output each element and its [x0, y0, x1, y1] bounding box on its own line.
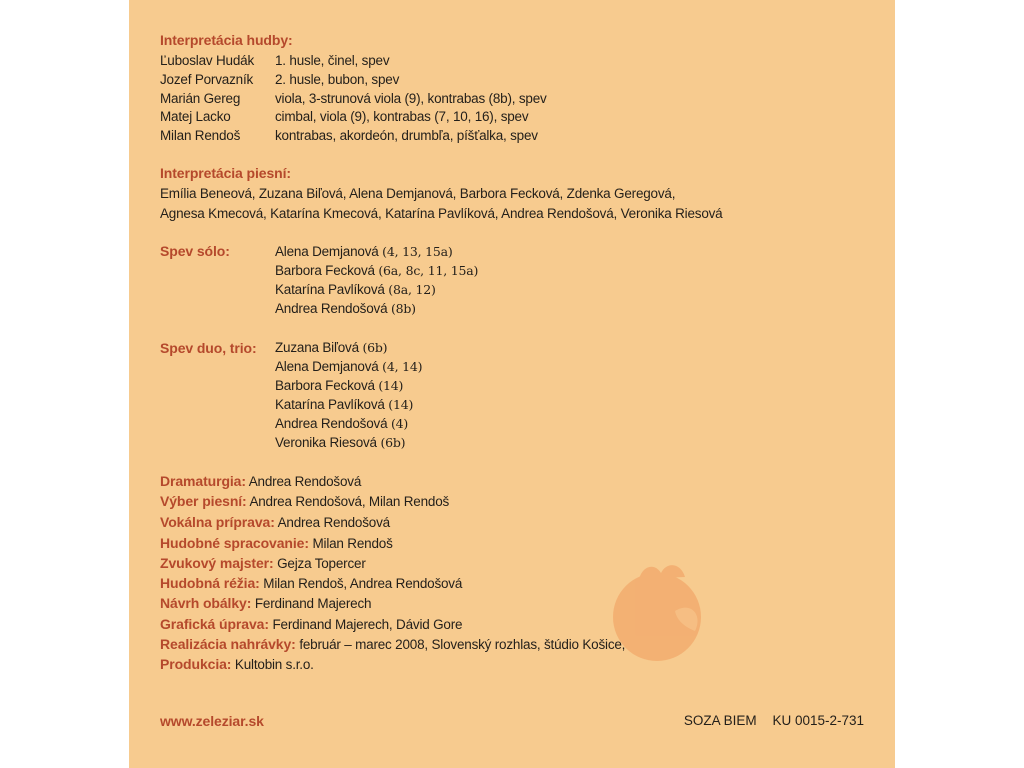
singer-name: Katarína Pavlíková	[275, 397, 385, 412]
singer-name: Andrea Rendošová	[275, 301, 388, 316]
track-numbers: (4)	[390, 416, 409, 431]
track-numbers: (4, 14)	[382, 359, 423, 374]
musician-role: 1. husle, činel, spev	[275, 53, 390, 68]
duo-row	[275, 416, 408, 431]
credit-label: Dramaturgia:	[160, 473, 246, 489]
singer-name: Andrea Rendošová	[275, 416, 388, 431]
singer-name: Katarína Pavlíková	[275, 282, 385, 297]
duo-row	[275, 378, 403, 393]
credit-value: Kultobin s.r.o.	[234, 657, 314, 672]
music-row	[160, 109, 529, 124]
credit-line	[160, 514, 390, 530]
credit-label: Realizácia nahrávky:	[160, 636, 296, 652]
music-row	[160, 128, 538, 143]
solo-row	[275, 301, 416, 316]
credit-line	[160, 616, 462, 632]
credit-value: Andrea Rendošová, Milan Rendoš	[249, 494, 450, 509]
singer-name: Barbora Fecková	[275, 263, 375, 278]
track-numbers: (6b)	[362, 340, 388, 355]
singer-name: Alena Demjanová	[275, 244, 379, 259]
singer-name: Zuzana Biľová	[275, 340, 359, 355]
musician-name: Ľuboslav Hudák	[160, 53, 255, 68]
credit-value: Milan Rendoš, Andrea Rendošová	[263, 576, 463, 591]
credit-label: Návrh obálky:	[160, 595, 252, 611]
credit-line	[160, 595, 371, 611]
credit-line	[160, 636, 625, 652]
credit-line	[160, 493, 449, 509]
fruit-watermark-icon	[599, 553, 719, 673]
credit-line	[160, 656, 314, 672]
musician-role: 2. husle, bubon, spev	[275, 72, 400, 87]
track-numbers: (8b)	[390, 301, 416, 316]
music-heading: Interpretácia hudby:	[160, 32, 293, 48]
musician-name: Marián Gereg	[160, 91, 241, 106]
musician-name: Matej Lacko	[160, 109, 231, 124]
credit-line	[160, 555, 366, 571]
musician-role: viola, 3-strunová viola (9), kontrabas (8b), spev	[275, 91, 547, 106]
solo-row	[275, 282, 436, 297]
songs-line: Agnesa Kmecová, Katarína Kmecová, Katarína Pavlíková, Andrea Rendošová, Veronika Riesová	[160, 206, 723, 221]
credit-label: Hudobná réžia:	[160, 575, 260, 591]
musician-role: cimbal, viola (9), kontrabas (7, 10, 16), spev	[275, 109, 529, 124]
music-row	[160, 53, 390, 68]
footer-codes	[672, 713, 864, 728]
duo-row	[275, 435, 405, 450]
credit-value: Andrea Rendošová	[248, 474, 362, 489]
track-numbers: (8a, 12)	[388, 282, 436, 297]
credit-value: Ferdinand Majerech	[254, 596, 372, 611]
credit-line	[160, 473, 361, 489]
credit-value: Ferdinand Majerech, Dávid Gore	[272, 617, 463, 632]
credit-label: Výber piesní:	[160, 493, 247, 509]
songs-line: Emília Beneová, Zuzana Biľová, Alena Demjanová, Barbora Fecková, Zdenka Geregová,	[160, 186, 676, 201]
track-numbers: (14)	[378, 378, 404, 393]
singer-name: Veronika Riesová	[275, 435, 377, 450]
songs-heading: Interpretácia piesní:	[160, 165, 291, 181]
track-numbers: (6a, 8c, 11, 15a)	[378, 263, 479, 278]
cd-insert-page	[129, 0, 895, 768]
credit-value: Gejza Topercer	[277, 556, 366, 571]
catalog-number: KU 0015-2-731	[772, 713, 864, 728]
solo-row	[275, 263, 478, 278]
credit-line	[160, 575, 462, 591]
duo-row	[275, 359, 422, 374]
credit-label: Produkcia:	[160, 656, 232, 672]
music-row	[160, 72, 400, 87]
credit-label: Hudobné spracovanie:	[160, 535, 309, 551]
musician-name: Milan Rendoš	[160, 128, 241, 143]
singer-name: Barbora Fecková	[275, 378, 375, 393]
musician-name: Jozef Porvazník	[160, 72, 254, 87]
credit-value: Milan Rendoš	[312, 536, 393, 551]
website-link[interactable]: www.zeleziar.sk	[160, 713, 264, 729]
credit-value: február – marec 2008, Slovenský rozhlas, štúdio Košice,	[299, 637, 626, 652]
credit-label: Vokálna príprava:	[160, 514, 275, 530]
track-numbers: (6b)	[380, 435, 406, 450]
credit-label: Zvukový majster:	[160, 555, 274, 571]
solo-row	[275, 244, 453, 259]
duo-heading: Spev duo, trio:	[160, 340, 257, 356]
credit-line	[160, 535, 393, 551]
duo-row	[275, 397, 413, 412]
duo-row	[275, 340, 387, 355]
track-numbers: (14)	[388, 397, 414, 412]
solo-heading: Spev sólo:	[160, 243, 230, 259]
credit-label: Grafická úprava:	[160, 616, 269, 632]
musician-role: kontrabas, akordeón, drumbľa, píšťalka, spev	[275, 128, 538, 143]
credit-value: Andrea Rendošová	[277, 515, 390, 530]
rights-organizations: SOZA BIEM	[683, 713, 757, 728]
singer-name: Alena Demjanová	[275, 359, 379, 374]
track-numbers: (4, 13, 15a)	[382, 244, 453, 259]
music-row	[160, 91, 547, 106]
